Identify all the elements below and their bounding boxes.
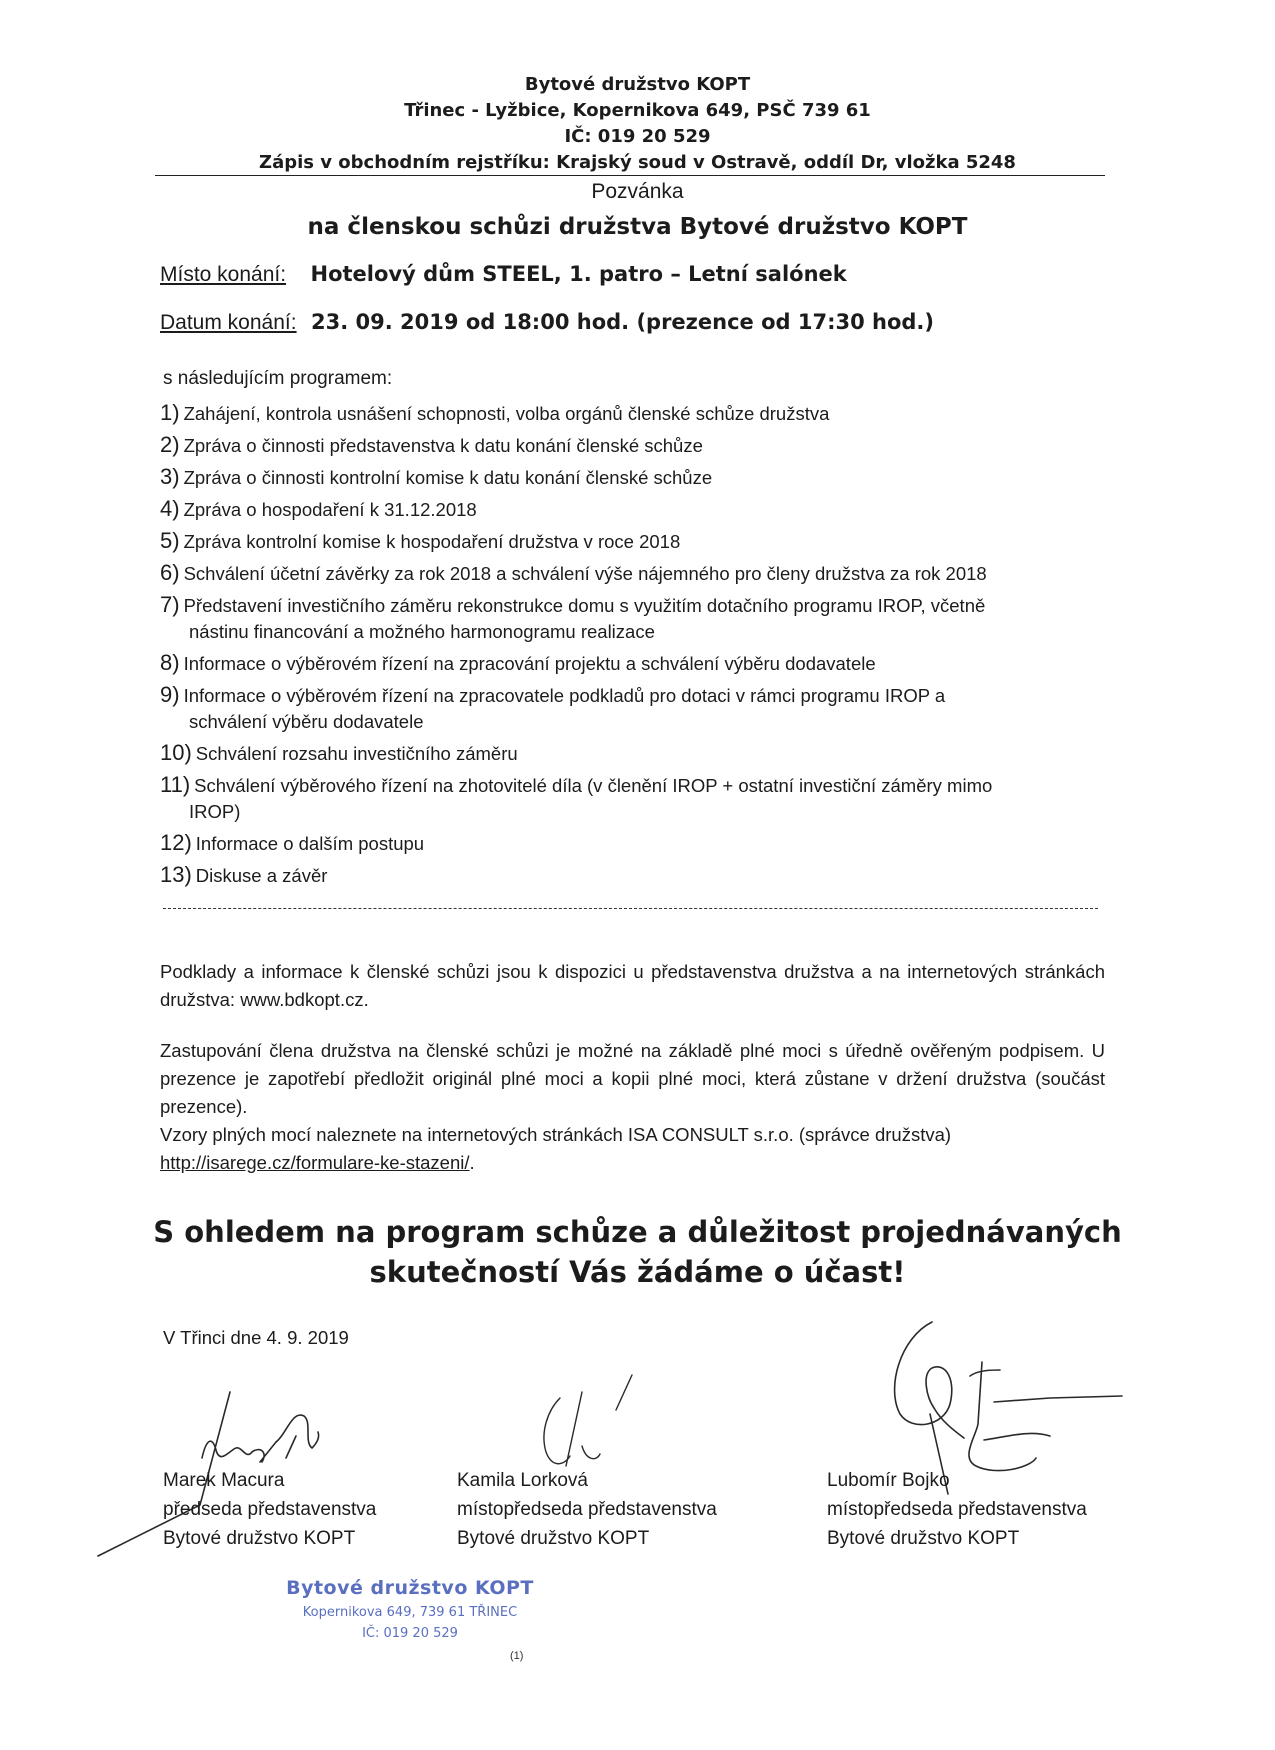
info-paragraph <box>160 958 1105 1014</box>
list-item <box>160 592 1105 645</box>
item-number: 4) <box>160 496 180 521</box>
forms-text-body: Vzory plných mocí naleznete na internetových stránkách ISA CONSULT s.r.o. (správce družstva) <box>160 1124 952 1145</box>
company-stamp <box>260 1577 560 1641</box>
item-text: Schválení rozsahu investičního záměru <box>195 743 518 764</box>
item-text: Informace o výběrovém řízení na zpracování projektu a schválení výběru dodavatele <box>183 653 876 674</box>
item-text-continuation: nástinu financování a možného harmonogramu realizace <box>189 621 655 642</box>
document-type: Pozvánka <box>591 180 684 203</box>
signatory-org: Bytové družstvo KOPT <box>457 1528 650 1549</box>
dashed-divider <box>163 908 1098 909</box>
item-text: Zpráva kontrolní komise k hospodaření družstva v roce 2018 <box>183 531 681 552</box>
list-item <box>160 496 1105 523</box>
info-text: Podklady a informace k členské schůzi jsou k dispozici u představenstva družstva a na internetových stránkách družstva: www.bdkopt.cz. <box>160 961 1105 1010</box>
item-number: 11) <box>160 772 191 797</box>
date-row <box>160 310 934 335</box>
header-address: Třinec - Lyžbice, Kopernikova 649, PSČ 739 61 <box>404 100 871 121</box>
signatory-3 <box>827 1466 1087 1553</box>
forms-link-end: . <box>469 1152 475 1173</box>
venue-label: Místo konání: <box>160 263 287 286</box>
stamp-id: IČ: 019 20 529 <box>362 1626 458 1641</box>
item-text: Schválení účetní závěrky za rok 2018 a schválení výše nájemného pro členy družstva za rok 2018 <box>183 563 987 584</box>
item-text: Zpráva o hospodaření k 31.12.2018 <box>183 499 477 520</box>
signature-kamila-lorkova <box>520 1370 640 1480</box>
item-number: 6) <box>160 560 180 585</box>
signatory-org: Bytové družstvo KOPT <box>163 1528 356 1549</box>
item-number: 9) <box>160 682 180 707</box>
proxy-paragraph <box>160 1037 1105 1177</box>
header-company-name: Bytové družstvo KOPT <box>524 74 751 95</box>
item-text-continuation: IROP) <box>189 801 241 822</box>
forms-link-line <box>160 1149 1105 1177</box>
list-item <box>160 650 1105 677</box>
page-title: na členskou schůzi družstva Bytové družstvo KOPT <box>307 214 968 240</box>
item-text: Zpráva o činnosti kontrolní komise k datu konání členské schůze <box>183 467 713 488</box>
list-item <box>160 772 1105 825</box>
stamp-address: Kopernikova 649, 739 61 TŘINEC <box>302 1605 518 1620</box>
page-number: (1) <box>510 1650 524 1662</box>
forms-link[interactable]: http://isarege.cz/formulare-ke-stazeni/ <box>160 1152 470 1173</box>
item-text: Schválení výběrového řízení na zhotovitelé díla (v členění IROP + ostatní investiční záměry mimo <box>194 775 993 796</box>
signatory-name: Marek Macura <box>163 1470 285 1491</box>
list-item <box>160 432 1105 459</box>
appeal-line-2: skutečností Vás žádáme o účast! <box>369 1255 906 1289</box>
list-item <box>160 740 1105 767</box>
appeal-line-1: S ohledem na program schůze a důležitost projednávaných <box>153 1215 1122 1249</box>
list-item <box>160 464 1105 491</box>
date-value: 23. 09. 2019 od 18:00 hod. (prezence od 17:30 hod.) <box>311 310 934 334</box>
header-divider <box>155 175 1105 176</box>
signatory-name: Kamila Lorková <box>457 1470 588 1491</box>
signatory-role: předseda představenstva <box>163 1499 377 1520</box>
signatory-org: Bytové družstvo KOPT <box>827 1528 1020 1549</box>
signatory-1 <box>163 1466 376 1553</box>
proxy-text: Zastupování člena družstva na členské schůzi je možné na základě plné moci s úředně ověřeným podpisem. U prezence je zapotřebí předložit originál plné moci a kopii plné moci, která zůstane v držení družstva (součást prezence). <box>160 1040 1105 1117</box>
list-item <box>160 560 1105 587</box>
program-intro: s následujícím programem: <box>163 368 393 389</box>
item-text: Informace o dalším postupu <box>195 833 425 854</box>
item-number: 3) <box>160 464 180 489</box>
list-item <box>160 862 1105 889</box>
item-number: 10) <box>160 740 192 765</box>
signatory-name: Lubomír Bojko <box>827 1470 950 1491</box>
item-number: 1) <box>160 400 180 425</box>
venue-row <box>160 262 847 287</box>
place-date: V Třinci dne 4. 9. 2019 <box>163 1327 349 1348</box>
header-registry: Zápis v obchodním rejstříku: Krajský soud v Ostravě, oddíl Dr, vložka 5248 <box>259 152 1016 173</box>
item-text-continuation: schválení výběru dodavatele <box>189 711 424 732</box>
list-item <box>160 830 1105 857</box>
item-number: 13) <box>160 862 192 887</box>
list-item <box>160 528 1105 555</box>
signatory-role: místopředseda představenstva <box>827 1499 1087 1520</box>
item-number: 5) <box>160 528 180 553</box>
appeal-heading <box>0 1212 1275 1292</box>
date-label: Datum konání: <box>160 311 297 334</box>
item-number: 2) <box>160 432 180 457</box>
item-text: Informace o výběrovém řízení na zpracovatele podkladů pro dotaci v rámci programu IROP a <box>183 685 946 706</box>
venue-value: Hotelový dům STEEL, 1. patro – Letní salónek <box>310 262 847 286</box>
forms-text <box>160 1121 1105 1149</box>
signatory-2 <box>457 1466 717 1553</box>
stamp-name: Bytové družstvo KOPT <box>286 1577 534 1599</box>
item-text: Diskuse a závěr <box>195 865 328 886</box>
list-item <box>160 682 1105 735</box>
item-number: 7) <box>160 592 180 617</box>
signatory-role: místopředseda představenstva <box>457 1499 717 1520</box>
item-text: Zpráva o činnosti představenstva k datu konání členské schůze <box>183 435 703 456</box>
item-text: Představení investičního záměru rekonstrukce domu s využitím dotačního programu IROP, včetně <box>183 595 986 616</box>
item-number: 8) <box>160 650 180 675</box>
item-number: 12) <box>160 830 192 855</box>
item-text: Zahájení, kontrola usnášení schopnosti, volba orgánů členské schůze družstva <box>183 403 830 424</box>
header-company-id: IČ: 019 20 529 <box>564 126 711 147</box>
list-item <box>160 400 1105 427</box>
